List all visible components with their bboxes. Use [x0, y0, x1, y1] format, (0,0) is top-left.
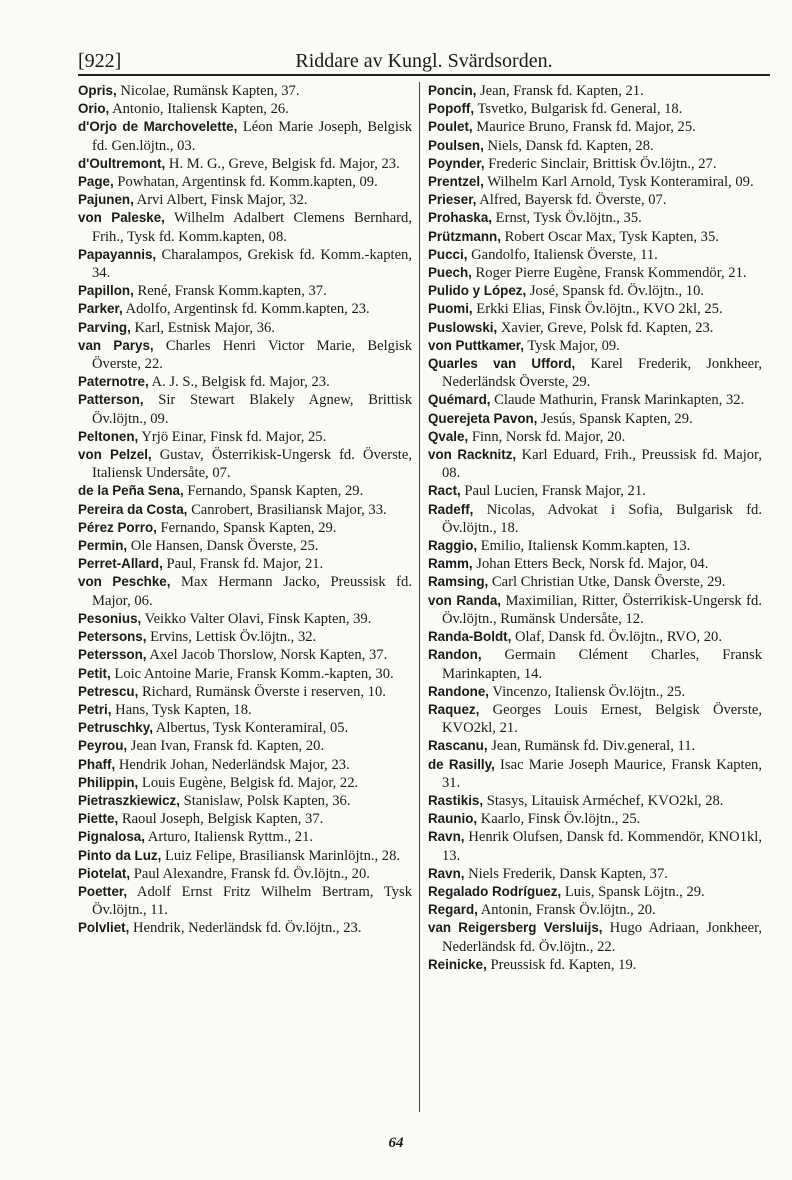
list-item [428, 482, 762, 500]
list-item [428, 282, 762, 300]
list-item [78, 883, 412, 919]
list-item [428, 391, 762, 409]
list-item [78, 82, 412, 100]
entry-details: Paul Alexandre, Fransk fd. Öv.löjtn., 20. [130, 865, 370, 882]
entry-name: Reinicke, [428, 956, 487, 972]
entry-details: Vincenzo, Italiensk Öv.löjtn., 25. [489, 683, 686, 700]
entry-name: Poulet, [428, 119, 473, 135]
list-item [78, 810, 412, 828]
entry-details: Albertus, Tysk Konteramiral, 05. [152, 720, 349, 737]
entry-details: Xavier, Greve, Polsk fd. Kapten, 23. [497, 319, 714, 336]
list-item [428, 919, 762, 955]
entry-name: Page, [78, 174, 114, 190]
entry-name: Poetter, [78, 883, 128, 899]
entry-details: Kaarlo, Finsk Öv.löjtn., 25. [477, 811, 641, 828]
right-column [428, 82, 762, 1122]
entry-name: Raquez, [428, 701, 480, 717]
entry-name: Permin, [78, 538, 128, 554]
entry-details: Sir Stewart Blakely Agnew, Brittisk Öv.löjtn., 09. [92, 392, 412, 427]
entry-details: Tsvetko, Bulgarisk fd. General, 18. [474, 101, 683, 118]
entry-details: Jean, Rumänsk fd. Div.general, 11. [487, 738, 696, 755]
list-item [428, 137, 762, 155]
entry-details: Arturo, Italiensk Ryttm., 21. [144, 829, 314, 846]
left-column [78, 82, 412, 1122]
entry-name: Ravn, [428, 829, 465, 845]
entry-details: Jean Ivan, Fransk fd. Kapten, 20. [127, 738, 325, 755]
entry-details: Adolf Ernst Fritz Wilhelm Bertram, Tysk Öv.löjtn., 11. [92, 883, 412, 919]
list-item [78, 665, 412, 683]
entry-name: Peyrou, [78, 738, 128, 754]
entry-details: Claude Mathurin, Fransk Marinkapten, 32. [490, 392, 745, 409]
entry-details: Finn, Norsk fd. Major, 20. [468, 428, 626, 445]
entry-details: Yrjö Einar, Finsk fd. Major, 25. [138, 428, 327, 445]
entry-details: Powhatan, Argentinsk fd. Komm.kapten, 09. [113, 174, 378, 191]
entry-details: Karl, Estnisk Major, 36. [130, 319, 275, 336]
list-item [78, 701, 412, 719]
entry-details: Hendrik Johan, Nederländsk Major, 23. [115, 756, 350, 773]
entry-details: Maurice Bruno, Fransk fd. Major, 25. [472, 119, 696, 136]
entry-name: Petri, [78, 701, 112, 717]
entry-name: Puech, [428, 265, 472, 281]
entry-details: Georges Louis Ernest, Belgisk Överste, KVO2kl, 21. [442, 701, 762, 737]
list-item [428, 501, 762, 537]
entry-name: Randone, [428, 683, 490, 699]
entry-details: Loic Antoine Marie, Fransk Komm.-kapten, 30. [110, 665, 394, 682]
list-item [78, 683, 412, 701]
entry-details: Roger Pierre Eugène, Fransk Kommendör, 21. [471, 265, 747, 282]
entry-details: Luiz Felipe, Brasiliansk Marinlöjtn., 28. [161, 847, 401, 864]
list-item [78, 537, 412, 555]
list-item [428, 191, 762, 209]
list-item [78, 756, 412, 774]
entry-details: Hendrik, Nederländsk fd. Öv.löjtn., 23. [129, 920, 362, 937]
entry-name: von Paleske, [78, 210, 165, 226]
list-item [78, 501, 412, 519]
entry-details: Jesús, Spansk Kapten, 29. [537, 410, 693, 427]
entry-name: Puslowski, [428, 319, 498, 335]
entry-name: d'Orjo de Marchovelette, [78, 119, 238, 135]
entry-name: von Puttkamer, [428, 337, 524, 353]
entry-name: Prentzel, [428, 174, 484, 190]
list-item [428, 792, 762, 810]
list-item [428, 865, 762, 883]
entry-name: Poulsen, [428, 137, 484, 153]
entry-details: Preussisk fd. Kapten, 19. [486, 956, 637, 973]
entry-details: Nicolas, Advokat i Sofia, Bulgarisk fd. Öv.löjtn., 18. [442, 501, 762, 536]
entry-name: Pulido y López, [428, 283, 527, 299]
entry-details: Hans, Tysk Kapten, 18. [111, 701, 252, 718]
entry-details: Henrik Olufsen, Dansk fd. Kommendör, KNO1kl, 13. [442, 829, 762, 864]
entry-name: Prützmann, [428, 228, 501, 244]
entry-name: von Peschke, [78, 574, 171, 590]
list-item [78, 428, 412, 446]
entry-details: Veikko Valter Olavi, Finsk Kapten, 39. [141, 610, 372, 627]
entry-name: Rascanu, [428, 738, 488, 754]
entry-name: Petit, [78, 665, 111, 681]
entry-name: Pajunen, [78, 192, 134, 208]
entry-name: Pesonius, [78, 610, 142, 626]
entry-details: Stasys, Litauisk Arméchef, KVO2kl, 28. [483, 792, 724, 809]
list-item [78, 100, 412, 118]
list-item [428, 264, 762, 282]
entry-details: Antonio, Italiensk Kapten, 26. [109, 101, 289, 118]
list-item [428, 337, 762, 355]
entry-details: Ernst, Tysk Öv.löjtn., 35. [492, 210, 642, 227]
entry-name: Petruschky, [78, 720, 153, 736]
list-item [78, 792, 412, 810]
entry-name: Polvliet, [78, 920, 130, 936]
entry-details: Karel Frederik, Jonkheer, Nederländsk Överste, 29. [442, 356, 762, 391]
entry-name: Piette, [78, 811, 119, 827]
entry-name: Papayannis, [78, 246, 157, 262]
list-item [428, 737, 762, 755]
entry-name: Parving, [78, 319, 131, 335]
list-item [78, 719, 412, 737]
list-item [78, 373, 412, 391]
list-item [78, 737, 412, 755]
entry-name: Regalado Rodríguez, [428, 883, 562, 899]
list-item [78, 573, 412, 609]
entry-name: Pinto da Luz, [78, 847, 162, 863]
entry-details: Jean, Fransk fd. Kapten, 21. [476, 83, 644, 99]
entry-name: Prieser, [428, 192, 477, 208]
list-item [78, 628, 412, 646]
entry-name: Ramm, [428, 556, 473, 572]
entry-details: Louis Eugène, Belgisk fd. Major, 22. [138, 774, 359, 791]
entry-name: Philippin, [78, 774, 139, 790]
entry-name: Piotelat, [78, 865, 131, 881]
list-item [428, 956, 762, 974]
page-header [78, 42, 770, 78]
page-folio: 64 [388, 1135, 404, 1151]
list-item [78, 774, 412, 792]
entry-details: René, Fransk Komm.kapten, 37. [133, 283, 327, 300]
page-title: Riddare av Kungl. Svärdsorden. [295, 50, 553, 72]
entry-name: von Pelzel, [78, 447, 152, 463]
entry-details: Paul Lucien, Fransk Major, 21. [460, 483, 646, 500]
list-item [78, 828, 412, 846]
entry-name: de la Peña Sena, [78, 483, 184, 499]
entry-details: Robert Oscar Max, Tysk Kapten, 35. [500, 228, 719, 245]
entry-details: Niels, Dansk fd. Kapten, 28. [483, 137, 654, 154]
entry-details: José, Spansk fd. Öv.löjtn., 10. [526, 283, 705, 300]
list-item [428, 701, 762, 737]
entry-name: d'Oultremont, [78, 155, 166, 171]
list-item [78, 337, 412, 373]
entry-name: Poncin, [428, 83, 477, 98]
list-item [428, 555, 762, 573]
entry-name: Querejeta Pavon, [428, 410, 538, 426]
entry-details: Axel Jacob Thorslow, Norsk Kapten, 37. [146, 647, 388, 664]
entry-name: Opris, [78, 83, 117, 98]
list-item [78, 191, 412, 209]
list-item [428, 209, 762, 227]
entry-details: Johan Etters Beck, Norsk fd. Major, 04. [472, 556, 709, 573]
entry-name: Rastikis, [428, 792, 484, 808]
entry-details: Frederic Sinclair, Brittisk Öv.löjtn., 27. [484, 155, 717, 172]
list-item [78, 482, 412, 500]
entry-details: Hugo Adriaan, Jonkheer, Nederländsk fd. Öv.löjtn., 22. [442, 920, 762, 955]
page-label: [922] [78, 50, 122, 72]
list-item [78, 319, 412, 337]
entry-name: von Randa, [428, 592, 502, 608]
entry-name: Perret-Allard, [78, 556, 163, 572]
list-item [428, 82, 762, 100]
list-item [78, 610, 412, 628]
entry-name: Orio, [78, 101, 110, 117]
list-item [428, 319, 762, 337]
list-item [78, 173, 412, 191]
entry-details: Adolfo, Argentinsk fd. Komm.kapten, 23. [122, 301, 370, 318]
entry-name: van Parys, [78, 337, 154, 353]
entry-details: Richard, Rumänsk Överste i reserven, 10. [138, 683, 386, 700]
entry-name: Randa-Boldt, [428, 629, 512, 645]
list-item [428, 228, 762, 246]
entry-details: Léon Marie Joseph, Belgisk fd. Gen.löjtn., 03. [92, 119, 412, 154]
list-item [428, 355, 762, 391]
entry-name: Papillon, [78, 283, 134, 299]
list-item [428, 828, 762, 864]
entry-details: Karl Eduard, Frih., Preussisk fd. Major, 08. [442, 447, 762, 482]
entry-name: Pietraszkiewicz, [78, 792, 180, 808]
entry-name: Popoff, [428, 101, 475, 117]
list-item [428, 173, 762, 191]
entry-name: van Reigersberg Versluijs, [428, 920, 603, 936]
entry-name: Pereira da Costa, [78, 501, 188, 517]
entry-details: Ervins, Lettisk Öv.löjtn., 32. [146, 629, 317, 646]
entry-name: Quémard, [428, 392, 491, 408]
entry-name: von Racknitz, [428, 447, 517, 463]
entry-name: Ract, [428, 483, 461, 499]
list-item [78, 555, 412, 573]
entry-details: Maximilian, Ritter, Österrikisk-Ungersk fd. Öv.löjtn., Rumänsk Undersåte, 12. [442, 592, 762, 627]
list-item [78, 155, 412, 173]
list-item [428, 446, 762, 482]
entry-name: Patterson, [78, 392, 144, 408]
entry-details: Olaf, Dansk fd. Öv.löjtn., RVO, 20. [511, 629, 723, 646]
entry-name: Pignalosa, [78, 829, 145, 845]
column-divider [419, 82, 420, 1112]
entry-details: Germain Clément Charles, Fransk Marinkapten, 14. [442, 647, 762, 682]
entry-name: Petrescu, [78, 683, 139, 699]
entry-details: Emilio, Italiensk Komm.kapten, 13. [477, 538, 691, 555]
entry-details: Gandolfo, Italiensk Överste, 11. [467, 246, 658, 263]
list-item [428, 756, 762, 792]
entry-name: Phaff, [78, 756, 116, 772]
list-item [428, 155, 762, 173]
list-item [428, 246, 762, 264]
entry-name: Qvale, [428, 428, 469, 444]
entry-name: Poynder, [428, 155, 485, 171]
list-item [78, 300, 412, 318]
entry-name: Petersons, [78, 629, 147, 645]
entry-name: Quarles van Ufford, [428, 356, 576, 372]
entry-details: Gustav, Österrikisk-Ungersk fd. Överste, Italiensk Undersåte, 07. [92, 447, 412, 482]
list-item [78, 446, 412, 482]
entry-details: Fernando, Spansk Kapten, 29. [183, 483, 364, 500]
list-item [428, 901, 762, 919]
list-item [428, 428, 762, 446]
list-item [428, 683, 762, 701]
entry-name: Parker, [78, 301, 123, 317]
list-item [428, 410, 762, 428]
list-item [428, 883, 762, 901]
list-item [78, 646, 412, 664]
list-item [78, 209, 412, 245]
entry-name: Petersson, [78, 647, 147, 663]
list-item [428, 300, 762, 318]
list-item [78, 847, 412, 865]
entry-name: Ramsing, [428, 574, 489, 590]
entry-details: Luis, Spansk Löjtn., 29. [561, 883, 705, 900]
list-item [78, 118, 412, 154]
list-item [428, 646, 762, 682]
entry-details: Max Hermann Jacko, Preussisk fd. Major, 06. [92, 574, 412, 609]
list-item [428, 628, 762, 646]
entry-name: de Rasilly, [428, 756, 495, 772]
list-item [78, 919, 412, 937]
entry-details: Antonin, Fransk Öv.löjtn., 20. [477, 902, 656, 919]
list-item [78, 391, 412, 427]
list-item [428, 100, 762, 118]
entry-name: Radeff, [428, 501, 474, 517]
entry-name: Regard, [428, 902, 478, 918]
list-item [78, 519, 412, 537]
list-item [78, 282, 412, 300]
entry-details: Charalampos, Grekisk fd. Komm.-kapten, 34. [92, 246, 412, 282]
entry-name: Raunio, [428, 811, 478, 827]
entry-details: Nicolae, Rumänsk Kapten, 37. [116, 83, 300, 99]
list-item [428, 118, 762, 136]
entry-name: Puomi, [428, 301, 473, 317]
list-item [428, 573, 762, 591]
entry-details: Ole Hansen, Dansk Överste, 25. [127, 538, 319, 555]
entry-details: Wilhelm Karl Arnold, Tysk Konteramiral, 09. [483, 174, 754, 191]
entry-details: H. M. G., Greve, Belgisk fd. Major, 23. [165, 155, 400, 172]
entry-details: Paul, Fransk fd. Major, 21. [162, 556, 324, 573]
entry-name: Ravn, [428, 865, 465, 881]
entry-details: Alfred, Bayersk fd. Överste, 07. [476, 192, 667, 209]
entry-name: Pérez Porro, [78, 519, 157, 535]
entry-details: Tysk Major, 09. [524, 337, 620, 354]
entry-name: Prohaska, [428, 210, 493, 226]
list-item [428, 537, 762, 555]
list-item [428, 810, 762, 828]
entry-details: Canrobert, Brasiliansk Major, 33. [187, 501, 387, 518]
entry-details: Charles Henri Victor Marie, Belgisk Överste, 22. [92, 337, 412, 373]
entry-name: Pucci, [428, 246, 468, 262]
entry-details: Erkki Elias, Finsk Öv.löjtn., KVO 2kl, 25. [472, 301, 723, 318]
entry-details: Wilhelm Adalbert Clemens Bernhard, Frih., Tysk fd. Komm.kapten, 08. [92, 210, 412, 245]
header-rule [78, 74, 770, 76]
entry-details: Stanislaw, Polsk Kapten, 36. [179, 792, 351, 809]
entry-details: A. J. S., Belgisk fd. Major, 23. [148, 374, 330, 391]
list-item [78, 246, 412, 282]
list-item [78, 865, 412, 883]
entry-details: Isac Marie Joseph Maurice, Fransk Kapten, 31. [442, 756, 762, 791]
entry-details: Raoul Joseph, Belgisk Kapten, 37. [118, 811, 324, 828]
entry-name: Randon, [428, 647, 482, 663]
entry-name: Paternotre, [78, 374, 149, 390]
entry-name: Peltonen, [78, 428, 139, 444]
entry-details: Arvi Albert, Finsk Major, 32. [133, 192, 308, 209]
entry-details: Niels Frederik, Dansk Kapten, 37. [464, 865, 668, 882]
entry-details: Fernando, Spansk Kapten, 29. [156, 519, 337, 536]
entry-details: Carl Christian Utke, Dansk Överste, 29. [488, 574, 726, 591]
entry-name: Raggio, [428, 538, 478, 554]
list-item [428, 592, 762, 628]
